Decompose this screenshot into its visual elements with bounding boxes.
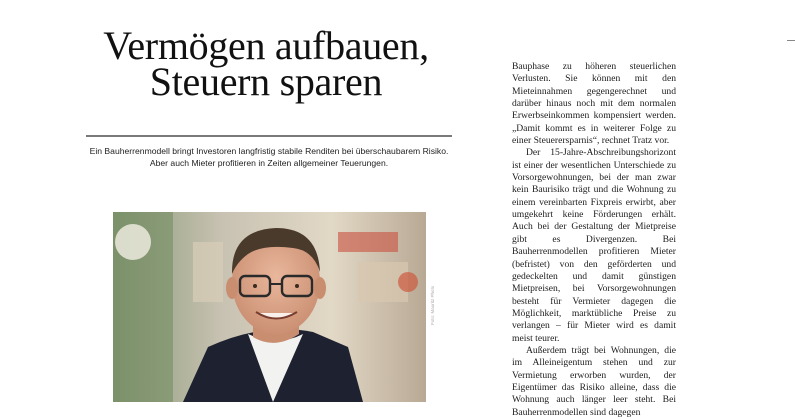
- portrait-photo: [113, 212, 426, 402]
- body-paragraph: Bauphase zu höheren steuerlichen Verlusten. Sie können mit den Mieteinnahmen gegengerechnet und darüber hinaus noch mit dem normalen Erwerbseinkommen kompensiert werden. „Damit kommt es in weiterer Folge zu einer Steuerersparnis“, rechnet Tratz vor.: [512, 61, 676, 147]
- page-edge-mark: [787, 40, 795, 41]
- headline-line-2: Steuern sparen: [149, 59, 383, 104]
- body-paragraph: Außerdem trägt bei Wohnungen, die im Alleineigentum stehen und zur Vermietung erworben wurden, der Eigentümer das Risiko alleine, dass die Wohnung auch länger leer steht. Bei Bauherrenmodellen sind dagegen: [512, 344, 676, 418]
- lead-paragraph: Ein Bauherrenmodell bringt Investoren langfristig stabile Renditen bei überschaubarem Risiko. Aber auch Mieter profitieren in Zeiten allgemeiner Teuerungen.: [89, 146, 449, 168]
- body-column: [512, 61, 676, 419]
- photo-credit: Foto: Mauritz Photo: [430, 285, 435, 325]
- body-paragraph: Der 15-Jahre-Abschreibungshorizont ist einer der wesentlichen Unterschiede zu Vorsorgewohnungen, bei der man zwar kein Baurisiko trägt und die Wohnung zu einem vereinbarten Fixpreis erwirbt, aber umgekehrt keine Förderungen erhält. Auch bei der Gestaltung der Mietpreise gibt es Divergenzen. Bei Bauherrenmodellen profitieren Mieter (befristet) von den geförderten und gedeckelten und damit günstigen Mietpreisen, bei Vorsorgewohnungen besteht für Vermieter dagegen die Möglichkeit, marktübliche Preise zu verlangen – für Mieter wird es damit meist teurer.: [512, 147, 676, 344]
- divider-rule: [86, 135, 452, 137]
- headline-line-1: Vermögen aufbauen,: [103, 23, 429, 68]
- headline: [70, 23, 462, 104]
